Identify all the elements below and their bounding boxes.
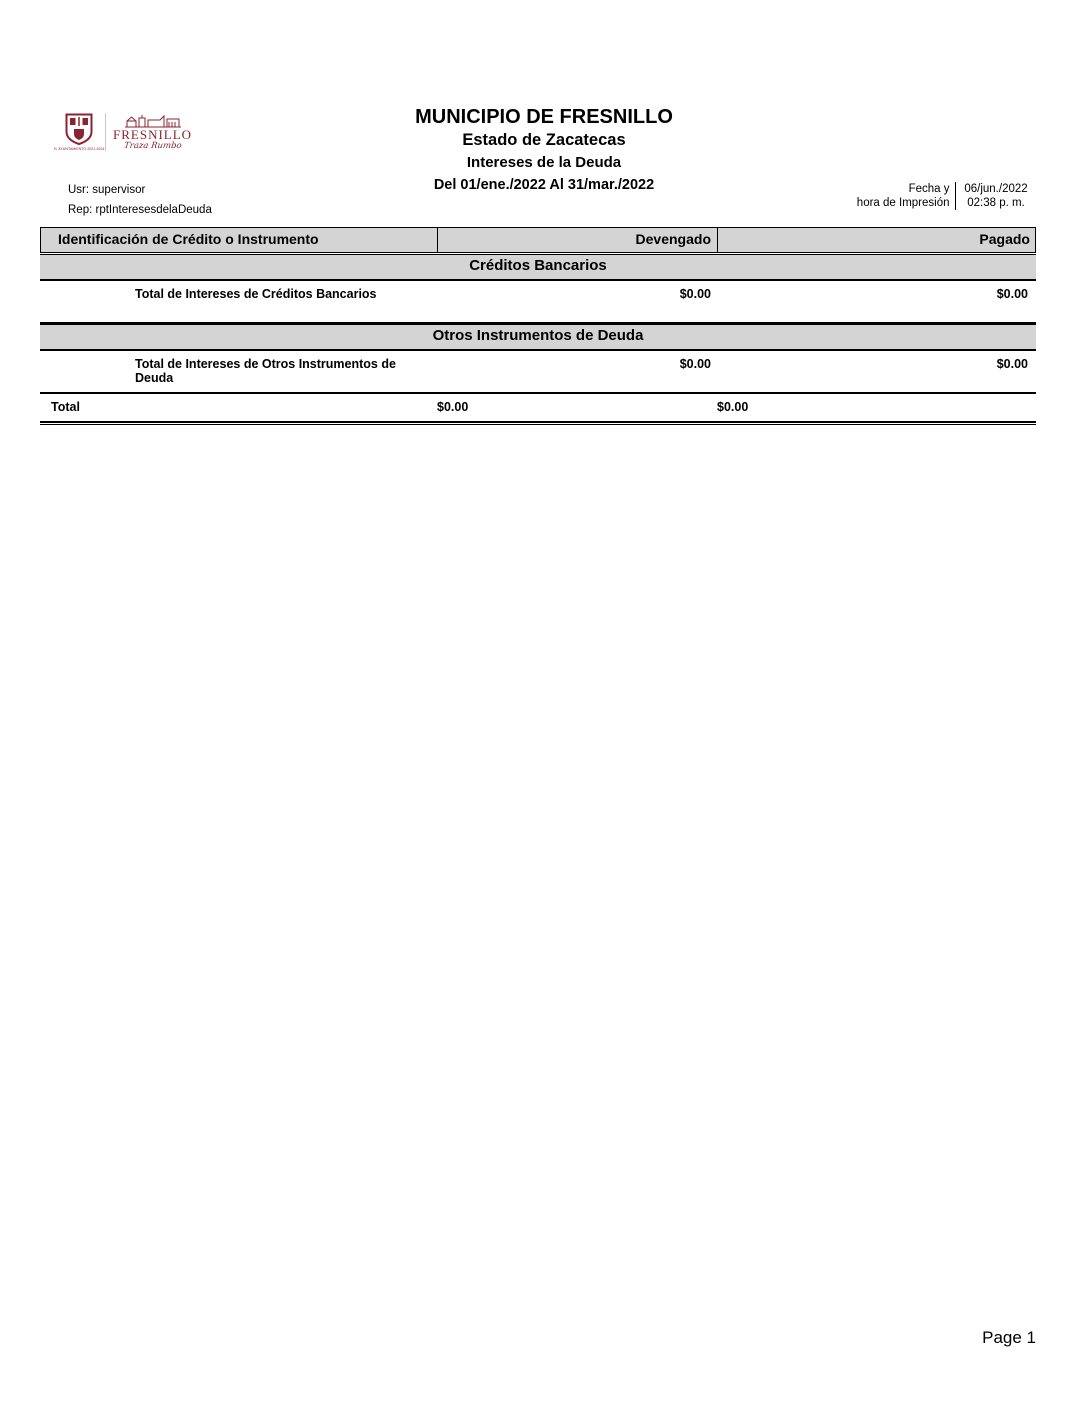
- seal-caption: H. AYUNTAMIENTO 2021-2024: [53, 146, 105, 151]
- table-row: [40, 281, 1036, 308]
- row-label: Total de Intereses de Otros Instrumentos de Deuda: [135, 357, 396, 385]
- page-number: Page 1: [982, 1328, 1036, 1347]
- table-header-row: [40, 227, 1036, 253]
- print-date: 06/jun./2022: [964, 183, 1028, 195]
- print-info: [838, 182, 1036, 210]
- total-pagado-value: $0.00: [717, 400, 749, 414]
- logo-name: FRESNILLO: [113, 127, 193, 142]
- row-label: Total de Intereses de Créditos Bancarios: [135, 287, 377, 301]
- user-label: Usr: supervisor: [68, 184, 146, 196]
- logo-slogan: Traza Rumbo: [123, 141, 182, 151]
- table-row: [40, 351, 1036, 392]
- print-info-label: Fecha y hora de Impresión: [856, 183, 950, 209]
- section-gap: [40, 308, 1036, 322]
- total-label: Total: [51, 400, 80, 414]
- print-info-values: [956, 182, 1036, 210]
- print-time: 02:38 p. m.: [967, 197, 1025, 209]
- subtitle-state: Estado de Zacatecas: [462, 131, 626, 149]
- report-table: [40, 227, 1036, 425]
- column-header-pagado: Pagado: [979, 231, 1030, 247]
- column-header-devengado: Devengado: [438, 228, 718, 252]
- report-id-label: Rep: rptInteresesdelaDeuda: [68, 204, 212, 216]
- table-bottom-rule: [40, 421, 1036, 425]
- subtitle-report: Intereses de la Deuda: [466, 154, 622, 171]
- page-title: MUNICIPIO DE FRESNILLO: [415, 106, 673, 128]
- report-period: Del 01/ene./2022 Al 31/mar./2022: [433, 177, 655, 193]
- section-header-otros-instrumentos: Otros Instrumentos de Deuda: [40, 322, 1036, 351]
- total-devengado-value: $0.00: [437, 400, 469, 414]
- section-header-creditos-bancarios: Créditos Bancarios: [40, 254, 1036, 281]
- row-devengado-value: $0.00: [679, 287, 711, 301]
- table-total-row: [40, 392, 1036, 421]
- row-devengado-value: $0.00: [679, 357, 711, 371]
- report-meta: [68, 180, 212, 220]
- row-pagado-value: $0.00: [996, 287, 1028, 301]
- column-header-identificacion: Identificación de Crédito o Instrumento: [41, 228, 438, 252]
- row-pagado-value: $0.00: [996, 357, 1028, 371]
